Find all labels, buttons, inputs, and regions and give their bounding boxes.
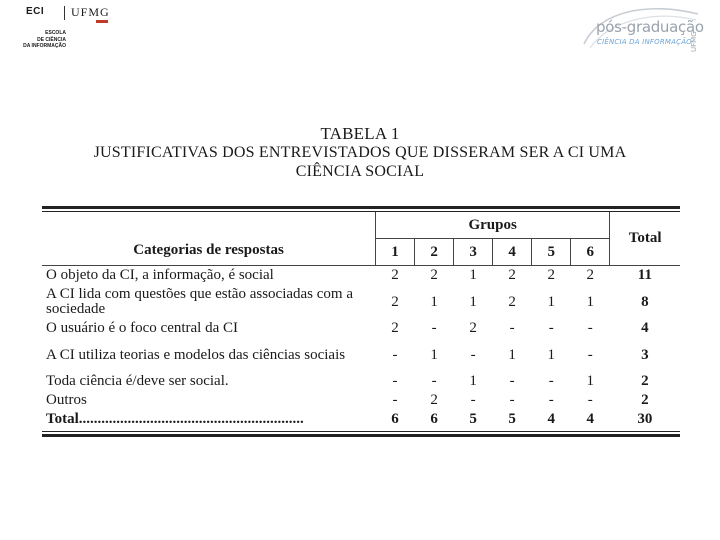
row-category: O usuário é o foco central da CI xyxy=(46,320,239,336)
row-value: - xyxy=(509,392,515,408)
header-group-number: 6 xyxy=(571,239,610,266)
row-value: 1 xyxy=(586,293,595,310)
row-value: - xyxy=(470,346,476,363)
header-group-number: 3 xyxy=(454,239,493,266)
row-total: 2 xyxy=(641,373,649,389)
pg-logo-vertical: UFMG xyxy=(690,31,698,52)
row-value: 2 xyxy=(586,267,595,283)
ufmg-logo-text xyxy=(71,5,110,20)
grand-total: 30 xyxy=(637,411,653,427)
row-value: 1 xyxy=(586,373,595,389)
ufmg-text: UFMG xyxy=(71,5,110,19)
table-title-line-1: TABELA 1 xyxy=(320,124,400,143)
row-value: - xyxy=(431,320,437,336)
data-table xyxy=(42,206,680,437)
row-value: 1 xyxy=(508,346,516,363)
table-row xyxy=(42,319,680,338)
pg-logo-title: pós-graduação xyxy=(596,18,704,36)
row-value: 2 xyxy=(469,320,477,336)
row-value: 1 xyxy=(469,267,477,283)
header-total: Total xyxy=(610,212,680,265)
pg-logo-subtitle: CIÊNCIA DA INFORMAÇÃO xyxy=(597,38,692,46)
total-value: 6 xyxy=(430,411,438,427)
table-row xyxy=(42,266,680,286)
table-title-line-3: CIÊNCIA SOCIAL xyxy=(295,163,425,180)
eci-sub-line: ESCOLA xyxy=(45,30,66,36)
row-value: 1 xyxy=(430,346,438,363)
header-categories: Categorias de respostas xyxy=(133,242,284,258)
eci-logo-abbr: ECI xyxy=(26,6,45,17)
header-group-number: 5 xyxy=(532,239,571,266)
row-value: - xyxy=(587,346,593,363)
total-value: 4 xyxy=(586,411,595,427)
row-value: 1 xyxy=(469,373,477,389)
row-value: 2 xyxy=(508,267,516,283)
row-category: A CI lida com questões que estão associadas com a sociedade xyxy=(46,286,354,317)
row-total: 3 xyxy=(641,346,649,363)
table-row xyxy=(42,391,680,410)
logo-divider xyxy=(64,6,65,20)
row-value: - xyxy=(548,392,554,408)
eci-sub-line: DA INFORMAÇÃO xyxy=(23,43,66,49)
total-label: Total............................................................ xyxy=(46,411,304,427)
ufmg-accent-mark xyxy=(96,20,108,23)
row-total: 8 xyxy=(641,293,649,310)
row-value: 1 xyxy=(469,293,477,310)
total-value: 5 xyxy=(469,411,477,427)
table-total-row xyxy=(42,410,680,429)
row-value: - xyxy=(509,320,515,336)
row-total: 11 xyxy=(637,267,652,283)
row-category: Outros xyxy=(46,392,87,408)
row-value: 1 xyxy=(547,346,555,363)
row-value: - xyxy=(431,373,437,389)
eci-sub-line: DE CIÊNCIA xyxy=(37,36,66,43)
row-value: - xyxy=(392,392,398,408)
row-value: 2 xyxy=(391,320,399,336)
row-value: - xyxy=(470,392,476,408)
row-value: 2 xyxy=(391,267,399,283)
row-value: - xyxy=(509,373,515,389)
row-value: 2 xyxy=(547,267,555,283)
row-value: 2 xyxy=(430,392,438,408)
row-value: 2 xyxy=(430,267,438,283)
row-category: A CI utiliza teorias e modelos das ciências sociais xyxy=(46,346,346,363)
header-group-number: 4 xyxy=(493,239,532,266)
row-value: 2 xyxy=(508,293,516,310)
row-value: - xyxy=(392,373,398,389)
header-group-number: 2 xyxy=(415,239,454,266)
row-value: - xyxy=(548,320,554,336)
row-value: 1 xyxy=(547,293,555,310)
row-category: Toda ciência é/deve ser social. xyxy=(46,373,229,389)
total-value: 5 xyxy=(508,411,516,427)
table-title-line-2: JUSTIFICATIVAS DOS ENTREVISTADOS QUE DISSERAM SER A CI UMA xyxy=(93,144,627,161)
eci-logo-subtitle xyxy=(14,30,66,50)
row-total: 2 xyxy=(641,392,649,408)
row-value: - xyxy=(587,320,593,336)
table-row xyxy=(42,338,680,372)
table-rule xyxy=(42,434,680,437)
table-rule xyxy=(42,431,680,432)
row-value: 2 xyxy=(391,293,399,310)
header-group-number: 1 xyxy=(376,239,415,266)
table-row xyxy=(42,285,680,319)
table-rule xyxy=(42,206,680,209)
row-total: 4 xyxy=(641,320,649,336)
table-title xyxy=(0,124,720,181)
header-groups: Grupos xyxy=(376,212,610,239)
row-category: O objeto da CI, a informação, é social xyxy=(46,267,274,283)
table-row xyxy=(42,372,680,391)
row-value: - xyxy=(587,392,593,408)
row-value: - xyxy=(548,373,554,389)
row-value: 1 xyxy=(430,293,438,310)
total-value: 6 xyxy=(391,411,399,427)
total-value: 4 xyxy=(547,411,555,427)
row-value: - xyxy=(392,346,398,363)
